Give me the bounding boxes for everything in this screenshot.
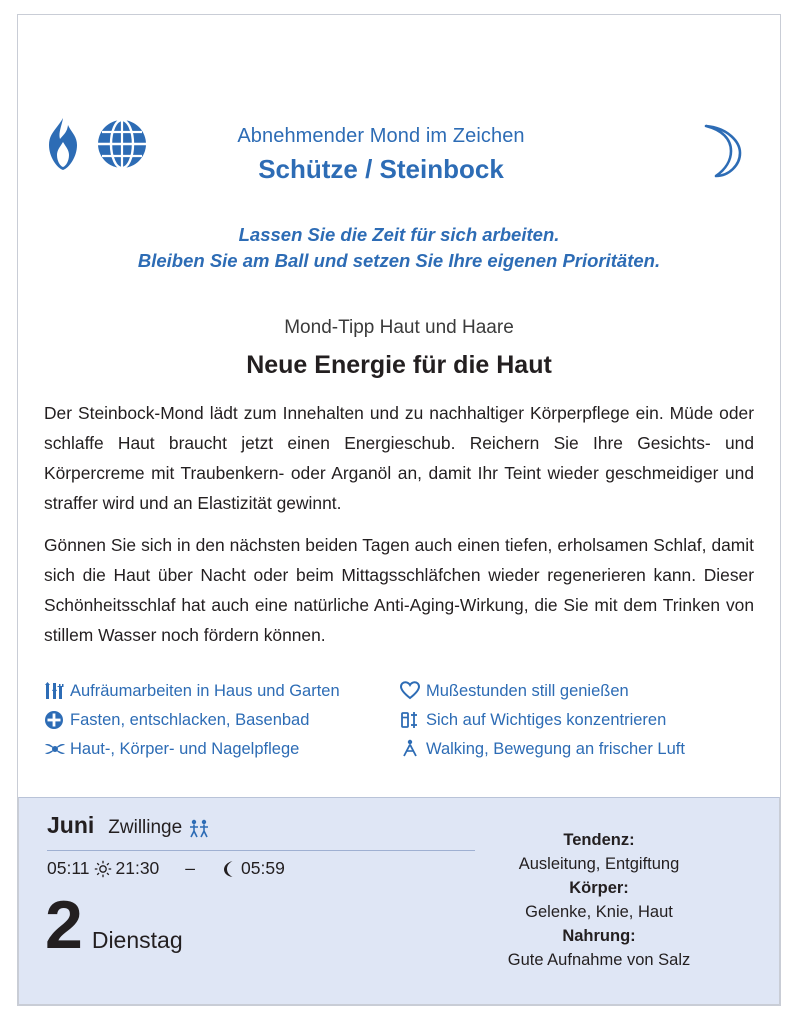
moon-sign-line: Schütze / Steinbock: [258, 154, 504, 184]
nutrition-label: Nahrung:: [562, 927, 636, 945]
month-label: Juni: [47, 812, 95, 838]
sun-moon-times: [47, 858, 285, 879]
activity-label: Haut-, Körper- und Nagelpflege: [70, 739, 300, 758]
focus-icon: [400, 709, 426, 731]
nutrition-value: Gute Aufnahme von Salz: [507, 951, 691, 969]
footer-right-info: [449, 828, 749, 972]
cross-circle-icon: [44, 709, 70, 731]
walking-icon: [400, 738, 426, 760]
month-row: [47, 812, 467, 839]
motto: [0, 222, 798, 274]
tip-subtitle: Mond-Tipp Haut und Haare: [284, 317, 514, 338]
motto-line-2: Bleiben Sie am Ball und setzen Sie Ihre eigenen Prioritäten.: [137, 250, 661, 271]
footer-date-panel: [18, 797, 780, 1005]
day-name: Dienstag: [91, 927, 183, 953]
list-item: [400, 676, 756, 705]
sun-icon: [94, 860, 112, 878]
skincare-icon: [44, 738, 70, 760]
motto-line-1: Lassen Sie die Zeit für sich arbeiten.: [238, 224, 560, 245]
body-label: Körper:: [569, 879, 629, 897]
sunrise-time: 05:11: [47, 858, 90, 878]
day-number: 2: [45, 887, 82, 963]
tip-paragraph-2: Gönnen Sie sich in den nächsten beiden Tagen auch einen tiefen, erholsamen Schlaf, damit sich die Haut über Nacht oder beim Mittagsschläfchen wieder regenerieren kann. Dieser Schönheitsschlaf hat auch eine natürliche Anti-Aging-Wirkung, die Sie mit dem Trinken von stillem Wasser noch fördern können.: [44, 535, 754, 645]
activity-column-left: [44, 676, 400, 763]
time-separator: –: [185, 858, 196, 878]
gemini-icon: [188, 818, 210, 838]
day-row: [45, 887, 183, 963]
list-item: [44, 734, 400, 763]
body-value: Gelenke, Knie, Haut: [525, 903, 673, 921]
activity-label: Aufräumarbeiten in Haus und Garten: [70, 681, 340, 700]
tip-title: Neue Energie für die Haut: [246, 351, 552, 379]
garden-tools-icon: [44, 680, 70, 702]
activity-label: Walking, Bewegung an frischer Luft: [426, 739, 685, 758]
zodiac-row: [108, 817, 210, 839]
activity-lists: [44, 676, 756, 763]
list-item: [400, 705, 756, 734]
sunset-time: 21:30: [115, 858, 160, 878]
list-item: [44, 676, 400, 705]
zodiac-label: Zwillinge: [108, 817, 183, 838]
list-item: [400, 734, 756, 763]
moon-icon: [221, 860, 237, 878]
heart-icon: [400, 680, 426, 702]
moon-phase-line: Abnehmender Mond im Zeichen: [237, 125, 525, 147]
list-item: [44, 705, 400, 734]
tendency-value: Ausleitung, Entgiftung: [518, 855, 680, 873]
activity-label: Fasten, entschlacken, Basenbad: [70, 710, 310, 729]
tip-paragraph-1: Der Steinbock-Mond lädt zum Innehalten und zu nachhaltiger Körperpflege ein. Müde oder schlaffe Haut braucht jetzt einen Energieschub. Reichern Sie Ihre Gesichts- und Körpercreme mit Traubenkern- oder Arganöl an, damit Ihr Teint wieder geschmeidiger und straffer wird und an Elastizität gewinnt.: [44, 403, 754, 513]
divider: [47, 850, 475, 851]
activity-label: Sich auf Wichtiges konzentrieren: [426, 710, 667, 729]
footer-left: [47, 812, 467, 839]
activity-column-right: [400, 676, 756, 763]
header-title: [0, 122, 762, 186]
moon-time: 05:59: [241, 858, 285, 878]
tendency-label: Tendenz:: [563, 831, 635, 849]
activity-label: Mußestunden still genießen: [426, 681, 629, 700]
